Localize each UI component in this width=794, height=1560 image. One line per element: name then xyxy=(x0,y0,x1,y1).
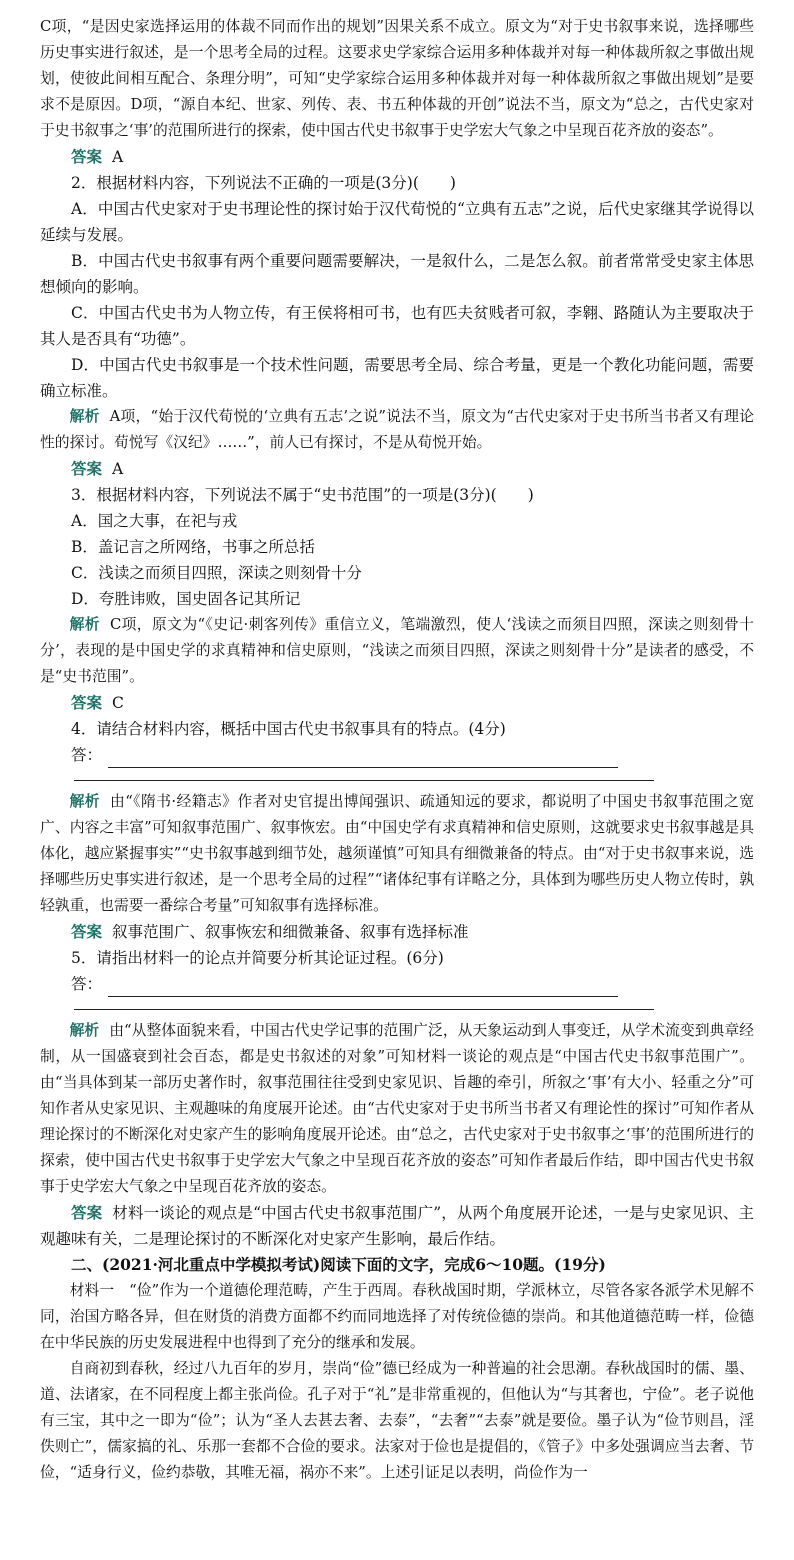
q4-answer: 叙事范围广、叙事恢宏和细微兼备、叙事有选择标准 xyxy=(112,923,469,941)
question-5-stem: 5．请指出材料一的论点并简要分析其论证过程。(6分) xyxy=(71,949,444,967)
answer-label: 答案 xyxy=(71,1203,103,1222)
q3-option-d: D．夸胜讳败，国史固各记其所记 xyxy=(71,590,301,608)
question-3-stem: 3．根据材料内容，下列说法不属于“史书范围”的一项是(3分)( ) xyxy=(71,486,534,504)
analysis-label: 解析 xyxy=(69,1022,100,1039)
q3-answer: C xyxy=(112,694,124,712)
question-2-stem: 2．根据材料内容，下列说法不正确的一项是(3分)( ) xyxy=(71,174,456,192)
q3-option-b: B．盖记言之所网络，书事之所总括 xyxy=(71,538,315,556)
q4-answer-area[interactable] xyxy=(40,742,754,768)
q2-analysis: A项，“始于汉代荀悦的‘立典有五志’之说”说法不当，原文为“古代史家对于史书所当书者又有理论性的探讨。荀悦写《汉纪》……”，前人已有探讨，不是从荀悦开始。 xyxy=(40,408,754,451)
answer-line[interactable] xyxy=(108,747,618,768)
q2-option-c: C．中国古代史书为人物立传，有王侯将相可书，也有匹夫贫贱者可叙，李翱、路随认为主要取决于其人是否具有“功德”。 xyxy=(40,304,754,348)
material-1-para-1: 材料一 “俭”作为一个道德伦理范畴，产生于西周。春秋战国时期，学派林立，尽管各家各派学术见解不同，治国方略各异，但在财货的消费方面都不约而同地选择了对传统俭德的崇尚。和其他道德范畴一样，俭德在中华民族的历史发展进程中也得到了充分的继承和发展。 xyxy=(40,1282,754,1351)
q2-option-d: D．中国古代史书叙事是一个技术性问题，需要思考全局、综合考量，更是一个教化功能问题，需要确立标准。 xyxy=(40,356,754,400)
answer-prompt: 答： xyxy=(71,975,103,993)
q4-analysis: 由“《隋书·经籍志》作者对史官提出博闻强识、疏通知远的要求，都说明了中国史书叙事范围之宽广、内容之丰富”可知叙事范围广、叙事恢宏。由“中国史学有求真精神和信史原则，这就要求史书叙事越是具体化，越应紧握事实”“史书叙事越到细节处，越须谨慎”可知具有细微兼备的特点。由“对于史书叙事来说，选择哪些历史事实进行叙述，是一个思考全局的过程”“诸体纪事有详略之分，具体到为哪些历史人物立传时，孰轻孰重，也需要一番综合考量”可知叙事有选择标准。 xyxy=(40,793,754,914)
q2-answer: A xyxy=(112,460,124,478)
q2-option-a: A．中国古代史家对于史书理论性的探讨始于汉代荀悦的“立典有五志”之说，后代史家继其学说得以延续与发展。 xyxy=(40,200,754,244)
q3-option-c: C．浅读之而须目四照，深读之则刻骨十分 xyxy=(71,564,362,582)
answer-line-2[interactable] xyxy=(74,997,654,1010)
q3-option-a: A．国之大事，在祀与戎 xyxy=(71,512,238,530)
answer-label: 答案 xyxy=(71,147,103,166)
q1-c-d-explanation: C项，“是因史家选择运用的体裁不同而作出的规划”因果关系不成立。原文为“对于史书叙事来说，选择哪些历史事实进行叙述，是一个思考全局的过程。这要求史学家综合运用多种体裁并对每一种体裁所叙之事做出规划，使彼此间相互配合、条理分明”，可知“史学家综合运用多种体裁并对每一种体裁所叙之事做出规划”是要求不是原因。D项，“源自本纪、世家、列传、表、书五种体裁的开创”说法不当，原文为“总之，古代史家对于史书叙事之‘事’的范围所进行的探索，使中国古代史书叙事于史学宏大气象之中呈现百花齐放的姿态”。 xyxy=(40,18,754,139)
question-4-stem: 4．请结合材料内容，概括中国古代史书叙事具有的特点。(4分) xyxy=(71,720,506,738)
q5-answer: 材料一谈论的观点是“中国古代史书叙事范围广”，从两个角度展开论述，一是与史家见识、主观趣味有关，二是理论探讨的不断深化对史家产生影响，最后作结。 xyxy=(40,1204,754,1248)
answer-label: 答案 xyxy=(71,922,103,941)
analysis-label: 解析 xyxy=(69,408,100,425)
section-2-heading: 二、(2021·河北重点中学模拟考试)阅读下面的文字，完成6～10题。(19分) xyxy=(71,1255,606,1274)
q2-option-b: B．中国古代史书叙事有两个重要问题需要解决，一是叙什么，二是怎么叙。前者常常受史家主体思想倾向的影响。 xyxy=(40,252,754,296)
answer-line-2[interactable] xyxy=(74,768,654,781)
q5-answer-area[interactable] xyxy=(40,971,754,997)
q1-answer: A xyxy=(112,148,124,166)
analysis-label: 解析 xyxy=(69,616,100,633)
answer-line[interactable] xyxy=(108,976,618,997)
q5-analysis: 由“从整体面貌来看，中国古代史学记事的范围广泛，从天象运动到人事变迁，从学术流变到典章经制，从一国盛衰到社会百态，都是史书叙述的对象”可知材料一谈论的观点是“中国古代史书叙事范围广”。由“当具体到某一部历史著作时，叙事范围往往受到史家见识、旨趣的牵引，所叙之‘事’有大小、轻重之分”可知作者从史家见识、主观趣味的角度展开论述。由“古代史家对于史书所当书者又有理论性的探讨”可知作者从理论探讨的不断深化对史家产生的影响角度展开论述。由“总之，古代史家对于史书叙事之‘事’的范围所进行的探索，使中国古代史书叙事于史学宏大气象之中呈现百花齐放的姿态”可知作者最后作结，即中国古代史书叙事于史学宏大气象之中呈现百花齐放的姿态。 xyxy=(40,1022,754,1195)
material-1-para-2: 自商初到春秋，经过八九百年的岁月，崇尚“俭”德已经成为一种普遍的社会思潮。春秋战国时的儒、墨、道、法诸家，在不同程度上都主张尚俭。孔子对于“礼”是非常重视的，但他认为“与其奢也，宁俭”。老子说他有三宝，其中之一即为“俭”；认为“圣人去甚去奢、去泰”，“去奢”“去泰”就是要俭。墨子认为“俭节则昌，淫佚则亡”，儒家搞的礼、乐那一套都不合俭的要求。法家对于俭也是提倡的，《管子》中多处强调应当去奢、节俭，“适身行义，俭约恭敬，其唯无福，祸亦不来”。上述引证足以表明，尚俭作为一 xyxy=(40,1360,754,1481)
q3-analysis: C项，原文为“《史记·刺客列传》重信立义，笔端激烈，使人‘浅读之而须目四照，深读之则刻骨十分’，表现的是中国史学的求真精神和信史原则，“浅读之而须目四照，深读之则刻骨十分”是读者的感受，不是“史书范围”。 xyxy=(40,616,754,685)
analysis-label: 解析 xyxy=(69,793,101,810)
answer-prompt: 答： xyxy=(71,746,103,764)
answer-label: 答案 xyxy=(71,459,103,478)
answer-label: 答案 xyxy=(71,693,103,712)
